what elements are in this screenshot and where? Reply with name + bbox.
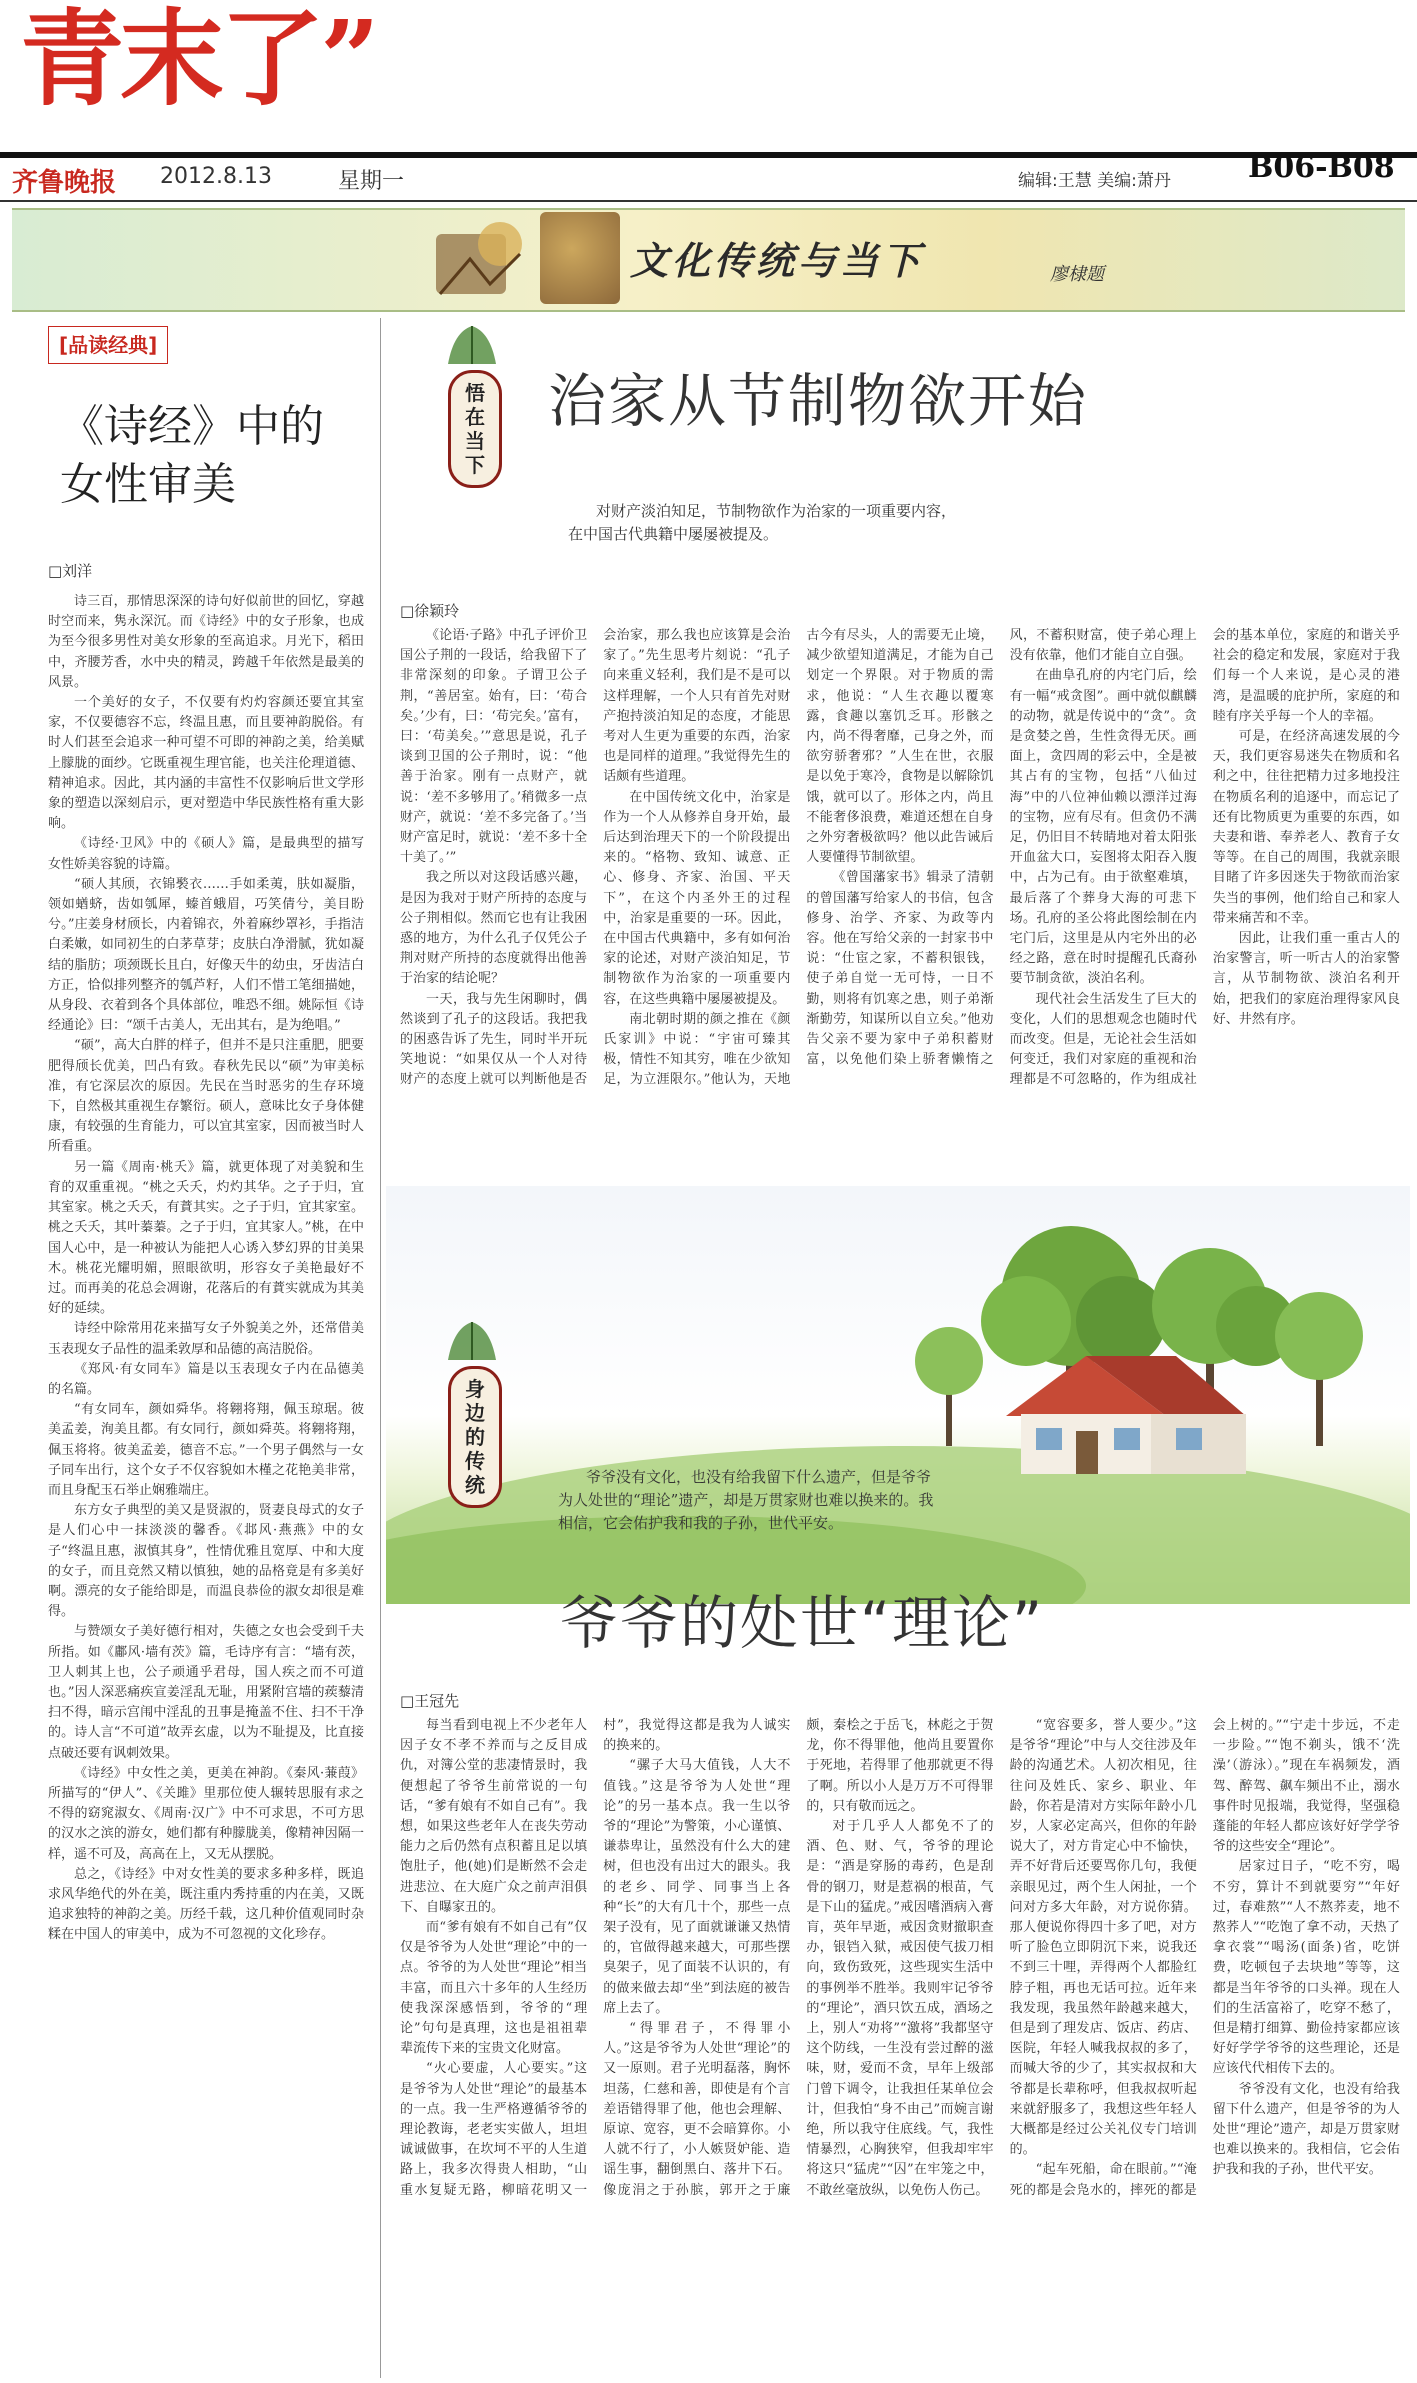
top-deck-line-2: 在中国古代典籍中屡屡被提及。 — [568, 525, 779, 543]
paragraph: 总之，《诗经》中对女性美的要求多种多样，既追求风华绝代的外在美，既注重内秀持重的内在美，又既追求独特的神韵之美。历经千载，这几种价值观同时杂糅在中国人的审美中，成为不可忽视的文化珍存。 — [48, 1866, 364, 1943]
paragraph: “火心要虚，人心要实。”这是爷爷为人处世“理论”的最基本的一点。我一生严格遵循爷爷的理论教诲，老老实实做人，坦坦诚诚做事，在坎坷不平的人生道路上，我多次得贵人相助，“山重水复疑无路，柳暗花明又一村”，我觉得这都是我为人诚实的换来的。 — [400, 1718, 791, 2198]
paragraph: 与赞颂女子美好德行相对，失德之女也会受到千夫所指。如《鄘风·墙有茨》篇，毛诗序有言：“墙有茨，卫人刺其上也，公子顽通乎君母，国人疾之而不可道也。”因人深恶痛疾宣姜淫乱无耻，用紧附宫墙的蒺藜清扫不得，暗示宫闱中淫乱的丑事是掩盖不住、扫不干净的。诗人言“不可道”故弄玄虚，以为不耻提及，比直接点破还要有讽刺效果。 — [48, 1624, 364, 1761]
bottom-article-body — [400, 1716, 1400, 2378]
paragraph: 《曾国藩家书》辑录了清朝的曾国藩写给家人的书信，包含修身、治学、齐家、为政等内容。他在写给父亲的一封家书中说：“仕宦之家，不蓄积银钱，使子弟自觉一无可恃，一日不勤，则将有饥寒之患，则子弟渐渐勤劳，知谋所以自立矣。”他劝告父亲不要为家中子弟积蓄财富，以免他们染上骄奢懒惰之风，不蓄积财富，使子弟心理上没有依靠，他们才能自立自强。 — [806, 628, 1197, 1068]
paragraph: “硕人其颀，衣锦褧衣……手如柔荑，肤如凝脂，领如蝤蛴，齿如瓠犀，螓首蛾眉，巧笑倩兮，美目盼兮。”庄姜身材颀长，内着锦衣，外着麻纱罩衫，手指洁白柔嫩，如同初生的白茅草芽；皮肤白净滑腻，犹如凝结的脂肪；项颈既长且白，好像天牛的幼虫，牙齿洁白方正，恰似排列整齐的瓠芦籽，人们不惜工笔细描她，从身段、衣着到各个具体部位，唯恐不细。姚际恒《诗经通论》曰：“颂千古美人，无出其右，是为绝唱。” — [48, 876, 364, 1034]
paragraph: 《诗经》中女性之美，更美在神韵。《秦风·蒹葭》所描写的“伊人”、《关雎》里那位使人辗转思服有求之不得的窈窕淑女、《周南·汉广》中不可求思，不可方思的汉水之滨的游女，她们都有种朦胧美，像精神因隔一样，遥不可及，高高在上，又无从摆脱。 — [48, 1765, 364, 1862]
issue-date: 2012.8.13 — [160, 164, 272, 189]
top-medallion-text: 悟在当下 — [465, 381, 485, 477]
paragraph: 一天，我与先生闲聊时，偶然谈到了孔子的这段话。我把我的困惑告诉了先生，同时半开玩笑地说：“如果仅从一个人对待财产的态度上就可以判断他是否会治家，那么我也应该算是会治家了。”先生思考片刻说：“孔子向来重义轻利，我们是不是可以这样理解，一个人只有首先对财产抱持淡泊知足的态度，才能思考对人生更为重要的东西，治家也是同样的道理。”我觉得先生的话颇有些道理。 — [400, 628, 791, 1088]
left-article-title — [60, 398, 324, 514]
bottom-deck-line-3: 相信，它会佑护我和我的子孙，世代平安。 — [558, 1514, 844, 1532]
paragraph: 《论语·子路》中孔子评价卫国公子荆的一段话，给我留下了非常深刻的印象。子谓卫公子荆，“善居室。始有，曰：‘苟合矣。’少有，曰：‘苟完矣。’富有，曰：‘苟美矣。’”意思是说，孔子谈到卫国的公子荆时，说：“他善于治家。刚有一点财产，就说：‘差不多够用了。’稍微多一点财产，就说：‘差不多完备了。’当财产富足时，就说：‘差不多十全十美了。’” — [400, 628, 588, 866]
top-headline: 治家从节制物欲开始 — [548, 367, 1089, 435]
top-medallion-art — [440, 322, 504, 366]
paragraph: 诗三百，那情思深深的诗句好似前世的回忆，穿越时空而来，隽永深沉。而《诗经》中的女子形象，也成为至今很多男性对美女形象的至高追求。月光下，稻田中，齐腰芳香，水中央的精灵，跨越千年依然是最美的风景。 — [48, 594, 364, 690]
paragraph: 我之所以对这段话感兴趣，是因为我对于财产所持的态度与公子荆相似。然而它也有让我困惑的地方，为什么孔子仅凭公子荆对财产所持的态度就得出他善于治家的结论呢？ — [400, 870, 588, 987]
bottom-headline: 爷爷的处世“理论” — [560, 1589, 1045, 1657]
bottom-medallion-art — [440, 1318, 504, 1362]
bottom-deck-line-1: 爷爷没有文化，也没有给我留下什么遗产，但是爷爷 — [586, 1468, 932, 1486]
paragraph: 在曲阜孔府的内宅门后，绘有一幅“戒贪图”。画中就似麒麟的动物，就是传说中的“贪”。贪是贪婪之兽，生性贪得无厌。画面上，贪四周的彩云中，全是被其占有的宝物，包括“八仙过海”中的八位神仙赖以漂洋过海的宝物，应有尽有。但贪仍不满足，仍旧目不转睛地对着太阳张开血盆大口，妄图将太阳吞入腹中，占为己有。由于欲壑难填，最后落了个葬身大海的可悲下场。孔府的圣公将此图绘制在内宅门后，这里是从内宅外出的必经之路，意在时时提醒孔氏裔孙要节制贪欲，淡泊名利。 — [1009, 668, 1197, 987]
banner-book-icon — [540, 212, 620, 304]
newspaper-name: 齐鲁晚报 — [12, 168, 117, 198]
masthead-title: 青末了” — [20, 0, 376, 120]
paragraph: “宽容要多，誉人要少。”这是爷爷“理论”中与人交往涉及年龄的沟通艺术。人初次相见，往往问及姓氏、家乡、职业、年龄，你若是清对方实际年龄小几岁，人家必定高兴，但你的年龄说大了，对方肯定心中不愉快，弄不好背后还要骂你几句，我便亲眼见过，两个生人闲扯，一个问对方多大年龄，对方说你猜。那人便说你得四十多了吧，对方听了脸色立即阴沉下来，说我还不到三十哩，弄得两个人都脸红脖子粗，再也无话可拉。近年来我发现，我虽然年龄越来越大，但是到了理发店、饭店、药店、医院，年轻人喊我叔叔的多了，而喊大爷的少了，其实叔叔和大爷都是长辈称呼，但我叔叔听起来就舒服多了，我想这些年轻人大概都是经过公关礼仪专门培训的。 — [1009, 1718, 1197, 2158]
banner-signature: 廖棣题 — [1050, 264, 1104, 285]
paragraph: 在中国传统文化中，治家是作为一个人从修养自身开始，最后达到治理天下的一个阶段提出来的。“格物、致知、诚意、正心、修身、齐家、治国、平天下”，在这个内圣外王的过程中，治家是重要的一环。因此，在中国古代典籍中，多有如何治家的论述，对财产淡泊知足，节制物欲作为治家的一项重要内容，在这些典籍中屡屡被提及。 — [603, 789, 791, 1007]
bottom-article-author: □王冠先 — [400, 1692, 460, 1710]
paragraph: “起车死船，命在眼前。”“淹死的都是会凫水的，摔死的都是会上树的。”“宁走十步远，不走一步险。”“饱不剃头，饿不‘洗澡’（游泳）。”现在车祸频发，酒驾、醉驾、飙车频出不止，溺水事件时见报端，我觉得，坚强稳蓬能的年轻人都应该好好学学爷爷的这些安全“理论”。 — [1009, 1718, 1400, 2198]
paragraph: 可是，在经济高速发展的今天，我们更容易迷失在物质和名利之中，往往把精力过多地投注在物质名利的追逐中，而忘记了还有比物质更为重要的东西，如夫妻和谐、奉养老人、教育子女等等。在自己的周围，我就亲眼目睹了许多因迷失于物欲而治家失当的事例，他们给自己和家人带来痛苦和不幸。 — [1212, 729, 1400, 926]
left-article-body — [48, 592, 364, 2378]
top-article-body — [400, 626, 1400, 1182]
paragraph: 另一篇《周南·桃夭》篇，就更体现了对美貌和生育的双重重视。“桃之夭夭，灼灼其华。之子于归，宜其室家。桃之夭夭，有蕡其实。之子于归，宜其家室。桃之夭夭，其叶蓁蓁。之子于归，宜其家人。”桃，在中国人心中，是一种被认为能把人心诱入梦幻界的甘美果木。桃花光耀明媚，照眼欲明，形容女子美艳最好不过。而再美的花总会凋谢，花落后的有蕡实就成为其美好的延续。 — [48, 1159, 364, 1317]
left-article-author: □刘洋 — [48, 562, 93, 580]
paragraph: “骡子大马大值钱，人大不值钱。”这是爷爷为人处世“理论”的另一基本点。我一生以爷爷的“理论”为警策，小心谨慎、谦恭卑让，虽然没有什么大的建树，但也没有出过大的跟头。我的老乡、同学、同事当上各种“长”的大有几十个，那些一点架子没有，见了面就谦谦又热情的，官做得越来越大，可那些摆臭架子，见了面装不认识的，有的做来做去却“坐”到法庭的被告席上去了。 — [603, 1758, 791, 2016]
paragraph: 南北朝时期的颜之推在《颜氏家训》中说：“宇宙可臻其极，情性不知其穷，唯在少欲知足，为立涯限尔。”他认为，天地古今有尽头，人的需要无止境，减少欲望知道满足，才能为自己划定一个界限。对于物质的需求，他说：“人生衣趣以覆寒露，食趣以塞饥乏耳。形骸之内，尚不得奢靡，己身之外，而欲穷骄奢邪？”人生在世，衣服是以免于寒冷，食物是以解除饥饿，就可以了。形体之内，尚且不能奢侈浪费，难道还想在自身之外穷奢极欲吗？他以此告诫后人要懂得节制欲望。 — [603, 628, 994, 1088]
paragraph: 对于几乎人人都免不了的酒、色、财、气，爷爷的理论是：“酒是穿肠的毒药，色是刮骨的钢刀，财是惹祸的根苗，气是下山的猛虎。”戒因嗜酒病入膏肓，英年早逝，戒因贪财撤职查办，银铛入狱，戒因使气拔刀相向，致伤致死，这些现实生活中的事例举不胜举。我则牢记爷爷的“理论”，酒只饮五成，酒场之上，别人“劝将”“激将”我都坚守这个防线，一生没有尝过醉的滋味，财，爱而不贪，早年上级部门曾下调令，让我担任某单位会计，但我怕“身不由己”而婉言谢绝，所以我守住底线。气，我性情暴烈，心胸狭窄，但我却牢牢将这只“猛虎”“囚”在牢笼之中，不敢丝毫放纵，以免伤人伤己。 — [806, 1819, 994, 2198]
paragraph: 爷爷没有文化，也没有给我留下什么遗产，但是爷爷的为人处世“理论”遗产，却是万贯家财也难以换来的。我相信，它会佑护我和我的子孙，世代平安。 — [1212, 2081, 1400, 2178]
section-tag: [品读经典] — [48, 326, 168, 364]
column-divider — [380, 318, 381, 2378]
paragraph: 《郑风·有女同车》篇是以玉表现女子内在品德美的名篇。 — [48, 1361, 364, 1397]
paragraph: 诗经中除常用花来描写女子外貌美之外，还常借美玉表现女子品性的温柔敦厚和品德的高洁脱俗。 — [48, 1321, 364, 1357]
paragraph: 《诗经·卫风》中的《硕人》篇，是最典型的描写女性娇美容貌的诗篇。 — [48, 836, 364, 872]
top-deck — [568, 500, 957, 546]
bottom-medallion — [448, 1366, 502, 1508]
paragraph: 居家过日子，“吃不穷，喝不穷，算计不到就要穷”“年好过，春难熬”“人不熬荞麦，地不熬荞人”“吃饱了拿不动，天热了拿衣裳”“喝汤(面条)省，吃饼费，吃顿包子去块地”等等，这都是当年爷爷的口头禅。现在人们的生活富裕了，吃穿不愁了，但是精打细算、勤俭持家都应该好好学学爷爷的这些理论，还是应该代代相传下去的。 — [1212, 1859, 1400, 2077]
issue-weekday: 星期一 — [338, 169, 405, 194]
banner-left-art — [430, 214, 530, 304]
paragraph: 而“爹有娘有不如自己有”仅仅是爷爷为人处世“理论”中的一点。爷爷的为人处世“理论”相当丰富，而且六十多年的人生经历使我深深感悟到，爷爷的“理论”句句是真理，这也是祖祖辈辈流传下来的宝贵文化财富。 — [400, 1920, 588, 2057]
top-deck-line-1: 对财产淡泊知足，节制物欲作为治家的一项重要内容， — [596, 502, 957, 520]
page-code: B06-B08 — [1248, 150, 1395, 185]
header-divider — [0, 200, 1417, 202]
house-landscape-image — [386, 1186, 1410, 1604]
paragraph: “硕”，高大白胖的样子，但并不是只注重肥，肥要肥得颀长优美，凹凸有致。春秋先民以“硕”为审美标准，有它深层次的原因。先民在当时恶劣的生存环境下，自然极其重视生存繁衍。硕人，意味比女子身体健康，有较强的生育能力，可以宜其室家，因而被当时人所看重。 — [48, 1038, 364, 1155]
top-medallion — [448, 370, 502, 488]
bottom-medallion-text: 身边的传统 — [465, 1377, 485, 1497]
paragraph: “得罪君子，不得罪小人。”这是爷爷为人处世“理论”的又一原则。君子光明磊落，胸怀坦荡，仁慈和善，即使是有个言差语错得罪了他，他也会理解、原谅、宽容，更不会暗算你。小人就不行了，小人嫉贤妒能、造谣生事，翻倒黑白、落井下石。像庞涓之于孙膑，郭开之于廉颇，秦桧之于岳飞，林彪之于贺龙，你不得罪他，他尚且要置你于死地，若得罪了他那就更不得了啊。所以小人是万万不可得罪的，只有敬而远之。 — [603, 1718, 994, 2198]
paragraph: 一个美好的女子，不仅要有灼灼容颜还要宜其室家，不仅要德容不忘，终温且惠，而且要神韵脱俗。有时人们甚至会追求一种可望不可即的神韵之美，给美赋上朦胧的面纱。它既重视生理官能，也关注伦理道德、精神追求。因此，其内涵的丰富性不仅影响后世文学形象的塑造以深刻启示，更对塑造中华民族性格有重大影响。 — [48, 695, 364, 832]
paragraph: 每当看到电视上不少老年人因子女不孝不养而与之反目成仇，对簿公堂的悲凄情景时，我便想起了爷爷生前常说的一句话，“爹有娘有不如自己有”。我想，如果这些老年人在丧失劳动能力之后仍然有点积蓄且足以填饱肚子，他(她)们是断然不会走进悲泣、在大庭广众之前声泪俱下、自曝家丑的。 — [400, 1718, 588, 1915]
bottom-deck — [558, 1466, 934, 1535]
paragraph: 因此，让我们重一重古人的治家警言，听一听古人的治家警言，从节制物欲、淡泊名利开始，把我们的家庭治理得家风良好、井然有序。 — [1212, 931, 1400, 1027]
paragraph: 东方女子典型的美又是贤淑的，贤妻良母式的女子是人们心中一抹淡淡的馨香。《邶风·燕燕》中的女子“终温且惠，淑慎其身”，性情优雅且宽厚、中和大度的女子，而且竞然又精以慎独，她的品格竟是有多美好啊。漂亮的女子能给即是，而温良恭俭的淑女却很是难得。 — [48, 1503, 364, 1620]
top-article-author: □徐颖玲 — [400, 602, 460, 620]
editor-credits: 编辑:王慧 美编:萧丹 — [1018, 171, 1171, 191]
paragraph: 现代社会生活发生了巨大的变化，人们的思想观念也随时代而改变。但是，无论社会生活如何变迁，我们对家庭的重视和治理都是不可忽略的，作为组成社会的基本单位，家庭的和谐关乎社会的稳定和发展，家庭对于我们每一个人来说，是心灵的港湾，是温暖的庇护所，家庭的和睦有序关乎每一个人的幸福。 — [1009, 628, 1400, 1088]
masthead-rule — [0, 152, 1417, 158]
paragraph: “有女同车，颜如舜华。将翱将翔，佩玉琼琚。彼美孟姜，洵美且都。有女同行，颜如舜英。将翱将翔，佩玉将将。彼美孟姜，德音不忘。”一个男子偶然与一女子同车出行，这个女子不仅容貌如木槿之花艳美非常，而且身配玉石举止娴雅端庄。 — [48, 1402, 364, 1498]
banner-title: 文化传统与当下 — [630, 238, 925, 283]
bottom-deck-line-2: 为人处世的“理论”遗产，却是万贯家财也难以换来的。我 — [558, 1491, 934, 1509]
left-title-line-2: 女性审美 — [60, 459, 236, 510]
left-title-line-1: 《诗经》中的 — [60, 401, 324, 452]
